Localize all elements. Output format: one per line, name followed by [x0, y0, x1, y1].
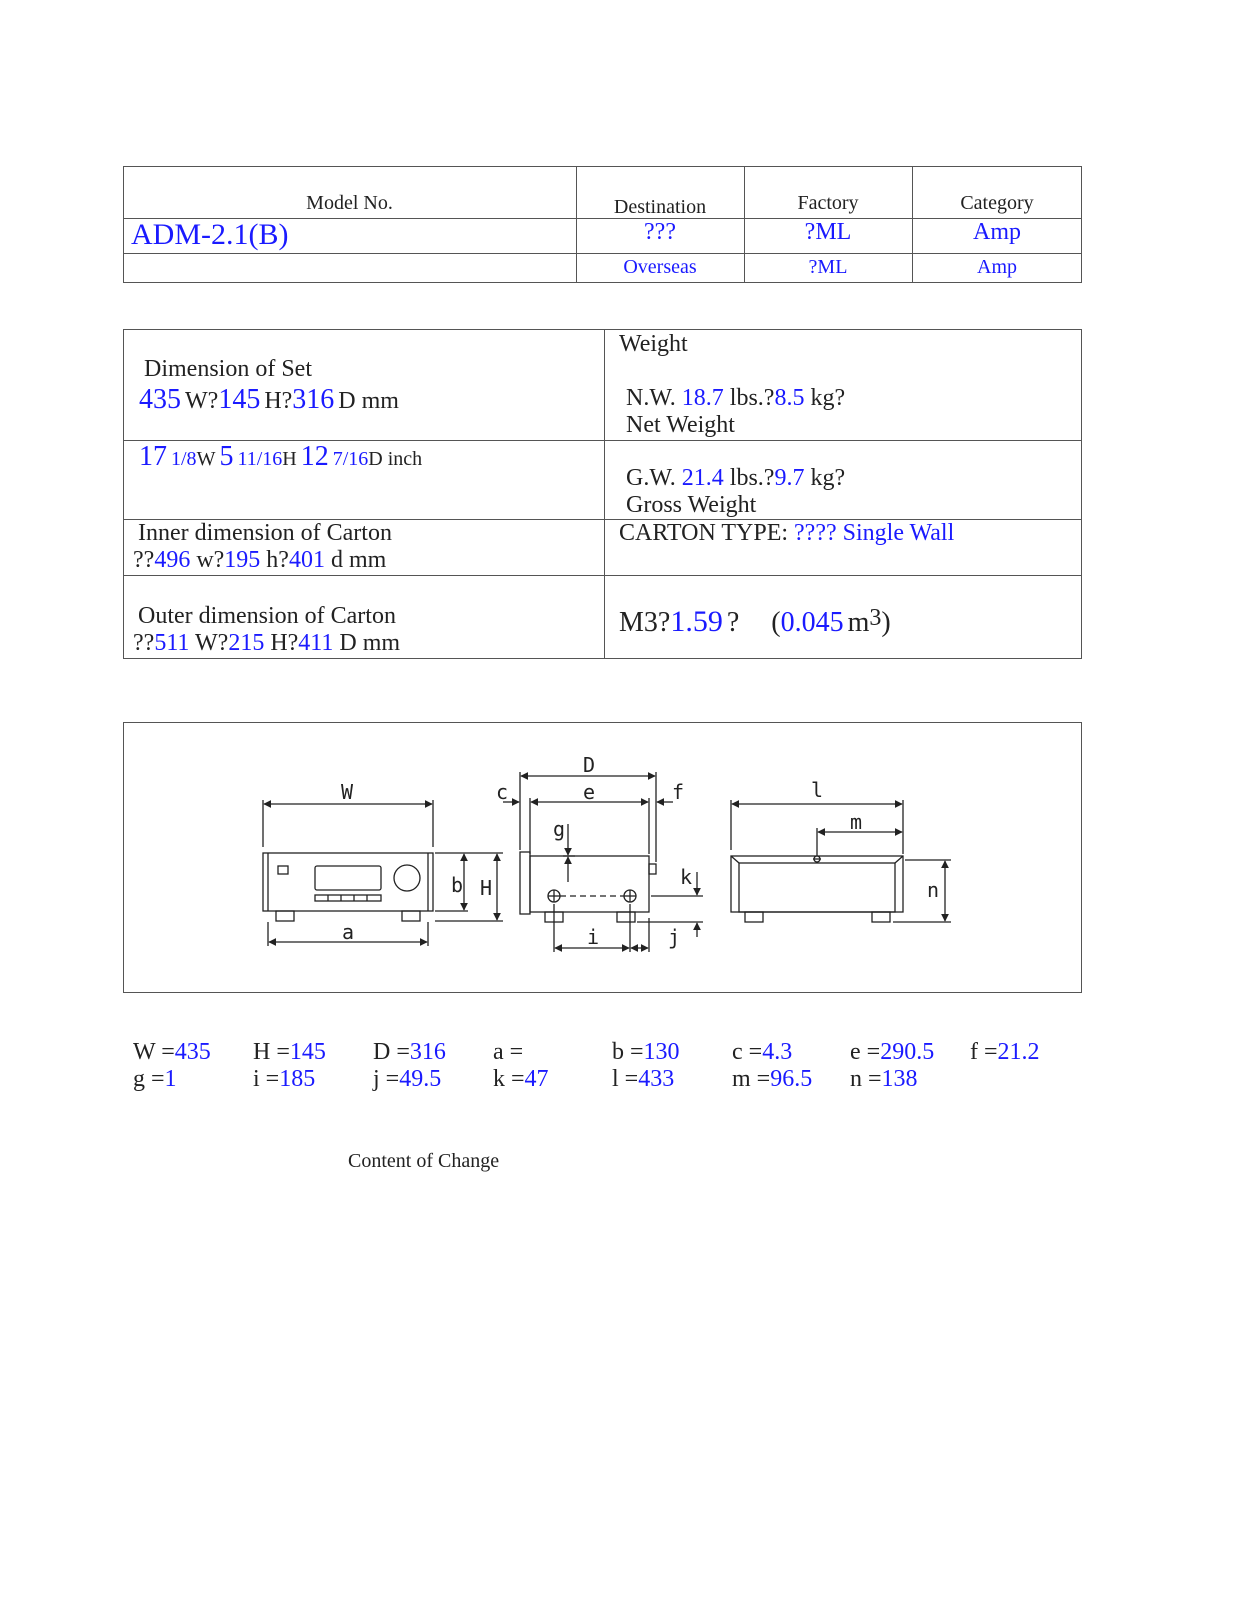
label-k: k: [680, 865, 693, 889]
label-l: l: [811, 778, 824, 802]
measure-W: W =435: [133, 1039, 211, 1065]
set-depth: 316: [292, 384, 335, 415]
inner-carton-dimensions: ??496 w?195 h?401 d mm: [133, 547, 387, 573]
outer-carton-dimensions: ??511 W?215 H?411 D mm: [133, 630, 401, 656]
category-value-2: Amp: [977, 256, 1017, 278]
weight-label: Weight: [619, 331, 688, 357]
label-a: a: [342, 920, 355, 944]
dimension-diagram: [123, 722, 1082, 993]
category-value: Amp: [973, 219, 1021, 245]
front-power-indicator: [278, 866, 288, 874]
label-i: i: [587, 925, 600, 949]
measure-H: H =145: [253, 1039, 326, 1065]
measure-b: b =130: [612, 1039, 680, 1065]
model-value: ADM-2.1(B): [131, 218, 289, 251]
inner-carton-label: Inner dimension of Carton: [138, 520, 392, 546]
side-foot-rear: [617, 912, 635, 922]
measure-f: f =21.2: [970, 1039, 1040, 1065]
front-foot-left: [276, 911, 294, 921]
rear-foot-left: [745, 912, 763, 922]
measure-k: k =47: [493, 1066, 549, 1092]
rear-foot-right: [872, 912, 890, 922]
front-view-body: [263, 853, 433, 911]
factory-value: ?ML: [804, 219, 852, 245]
side-view-body: [530, 856, 649, 912]
content-of-change-label: Content of Change: [348, 1150, 500, 1172]
gross-weight-lbs: 21.4: [681, 465, 724, 491]
rear-view-body: [731, 856, 903, 912]
destination-value-2: Overseas: [623, 256, 697, 278]
measure-D: D =316: [373, 1039, 446, 1065]
destination-label: Destination: [613, 196, 707, 218]
label-c: c: [496, 780, 509, 804]
label-n: n: [927, 878, 940, 902]
label-b: b: [451, 873, 464, 897]
carton-volume: M3?1.59 ? (0.045 $m^3$): [619, 605, 891, 638]
destination-value: ???: [644, 219, 676, 245]
measure-e: e =290.5: [850, 1039, 935, 1065]
set-dimensions-mm: 435 W?145 H?316 D mm: [139, 384, 399, 415]
label-g: g: [553, 817, 566, 841]
front-foot-right: [402, 911, 420, 921]
gross-weight-label: Gross Weight: [626, 492, 757, 518]
set-dimensions-inch: 17 1/8W 5 11/16H 12 7/16D inch: [139, 441, 423, 472]
category-label: Category: [960, 192, 1034, 214]
carton-volume-value: 1.59: [670, 605, 723, 638]
net-weight-kg: 8.5: [774, 385, 805, 411]
measure-j: j =49.5: [373, 1066, 442, 1092]
set-height: 145: [218, 384, 261, 415]
set-width: 435: [139, 384, 181, 415]
measure-n: n =138: [850, 1066, 918, 1092]
net-weight-label: Net Weight: [626, 412, 735, 438]
label-m: m: [850, 810, 863, 834]
factory-value-2: ?ML: [808, 256, 848, 278]
carton-volume-metric: 0.045: [780, 607, 844, 638]
label-e: e: [583, 780, 596, 804]
net-weight-lbs: 18.7: [681, 385, 724, 411]
measure-a: a =: [493, 1039, 524, 1065]
front-volume-knob: [394, 865, 420, 891]
carton-type: CARTON TYPE: ???? Single Wall: [619, 520, 955, 546]
front-display: [315, 866, 381, 890]
measure-g: g =1: [133, 1066, 177, 1092]
measure-m: m =96.5: [732, 1066, 813, 1092]
side-view-rear-jack: [649, 864, 656, 874]
side-view-front-panel: [520, 852, 530, 914]
front-buttons: [315, 895, 381, 901]
outer-carton-label: Outer dimension of Carton: [138, 603, 396, 629]
label-W: W: [341, 780, 354, 804]
carton-type-value: ???? Single Wall: [794, 520, 955, 546]
label-D: D: [583, 753, 596, 777]
net-weight-values: N.W. 18.7 lbs.?8.5 kg?: [626, 385, 846, 411]
label-f: f: [672, 780, 685, 804]
dimension-of-set-label: Dimension of Set: [144, 356, 312, 382]
label-j: j: [668, 925, 681, 949]
measure-i: i =185: [253, 1066, 316, 1092]
gross-weight-values: G.W. 21.4 lbs.?9.7 kg?: [626, 465, 846, 491]
model-label: Model No.: [306, 192, 393, 214]
measure-l: l =433: [612, 1066, 675, 1092]
factory-label: Factory: [797, 192, 859, 214]
label-H: H: [480, 876, 493, 900]
rear-view-inner: [739, 863, 895, 912]
gross-weight-kg: 9.7: [774, 465, 805, 491]
measure-c: c =4.3: [732, 1039, 793, 1065]
